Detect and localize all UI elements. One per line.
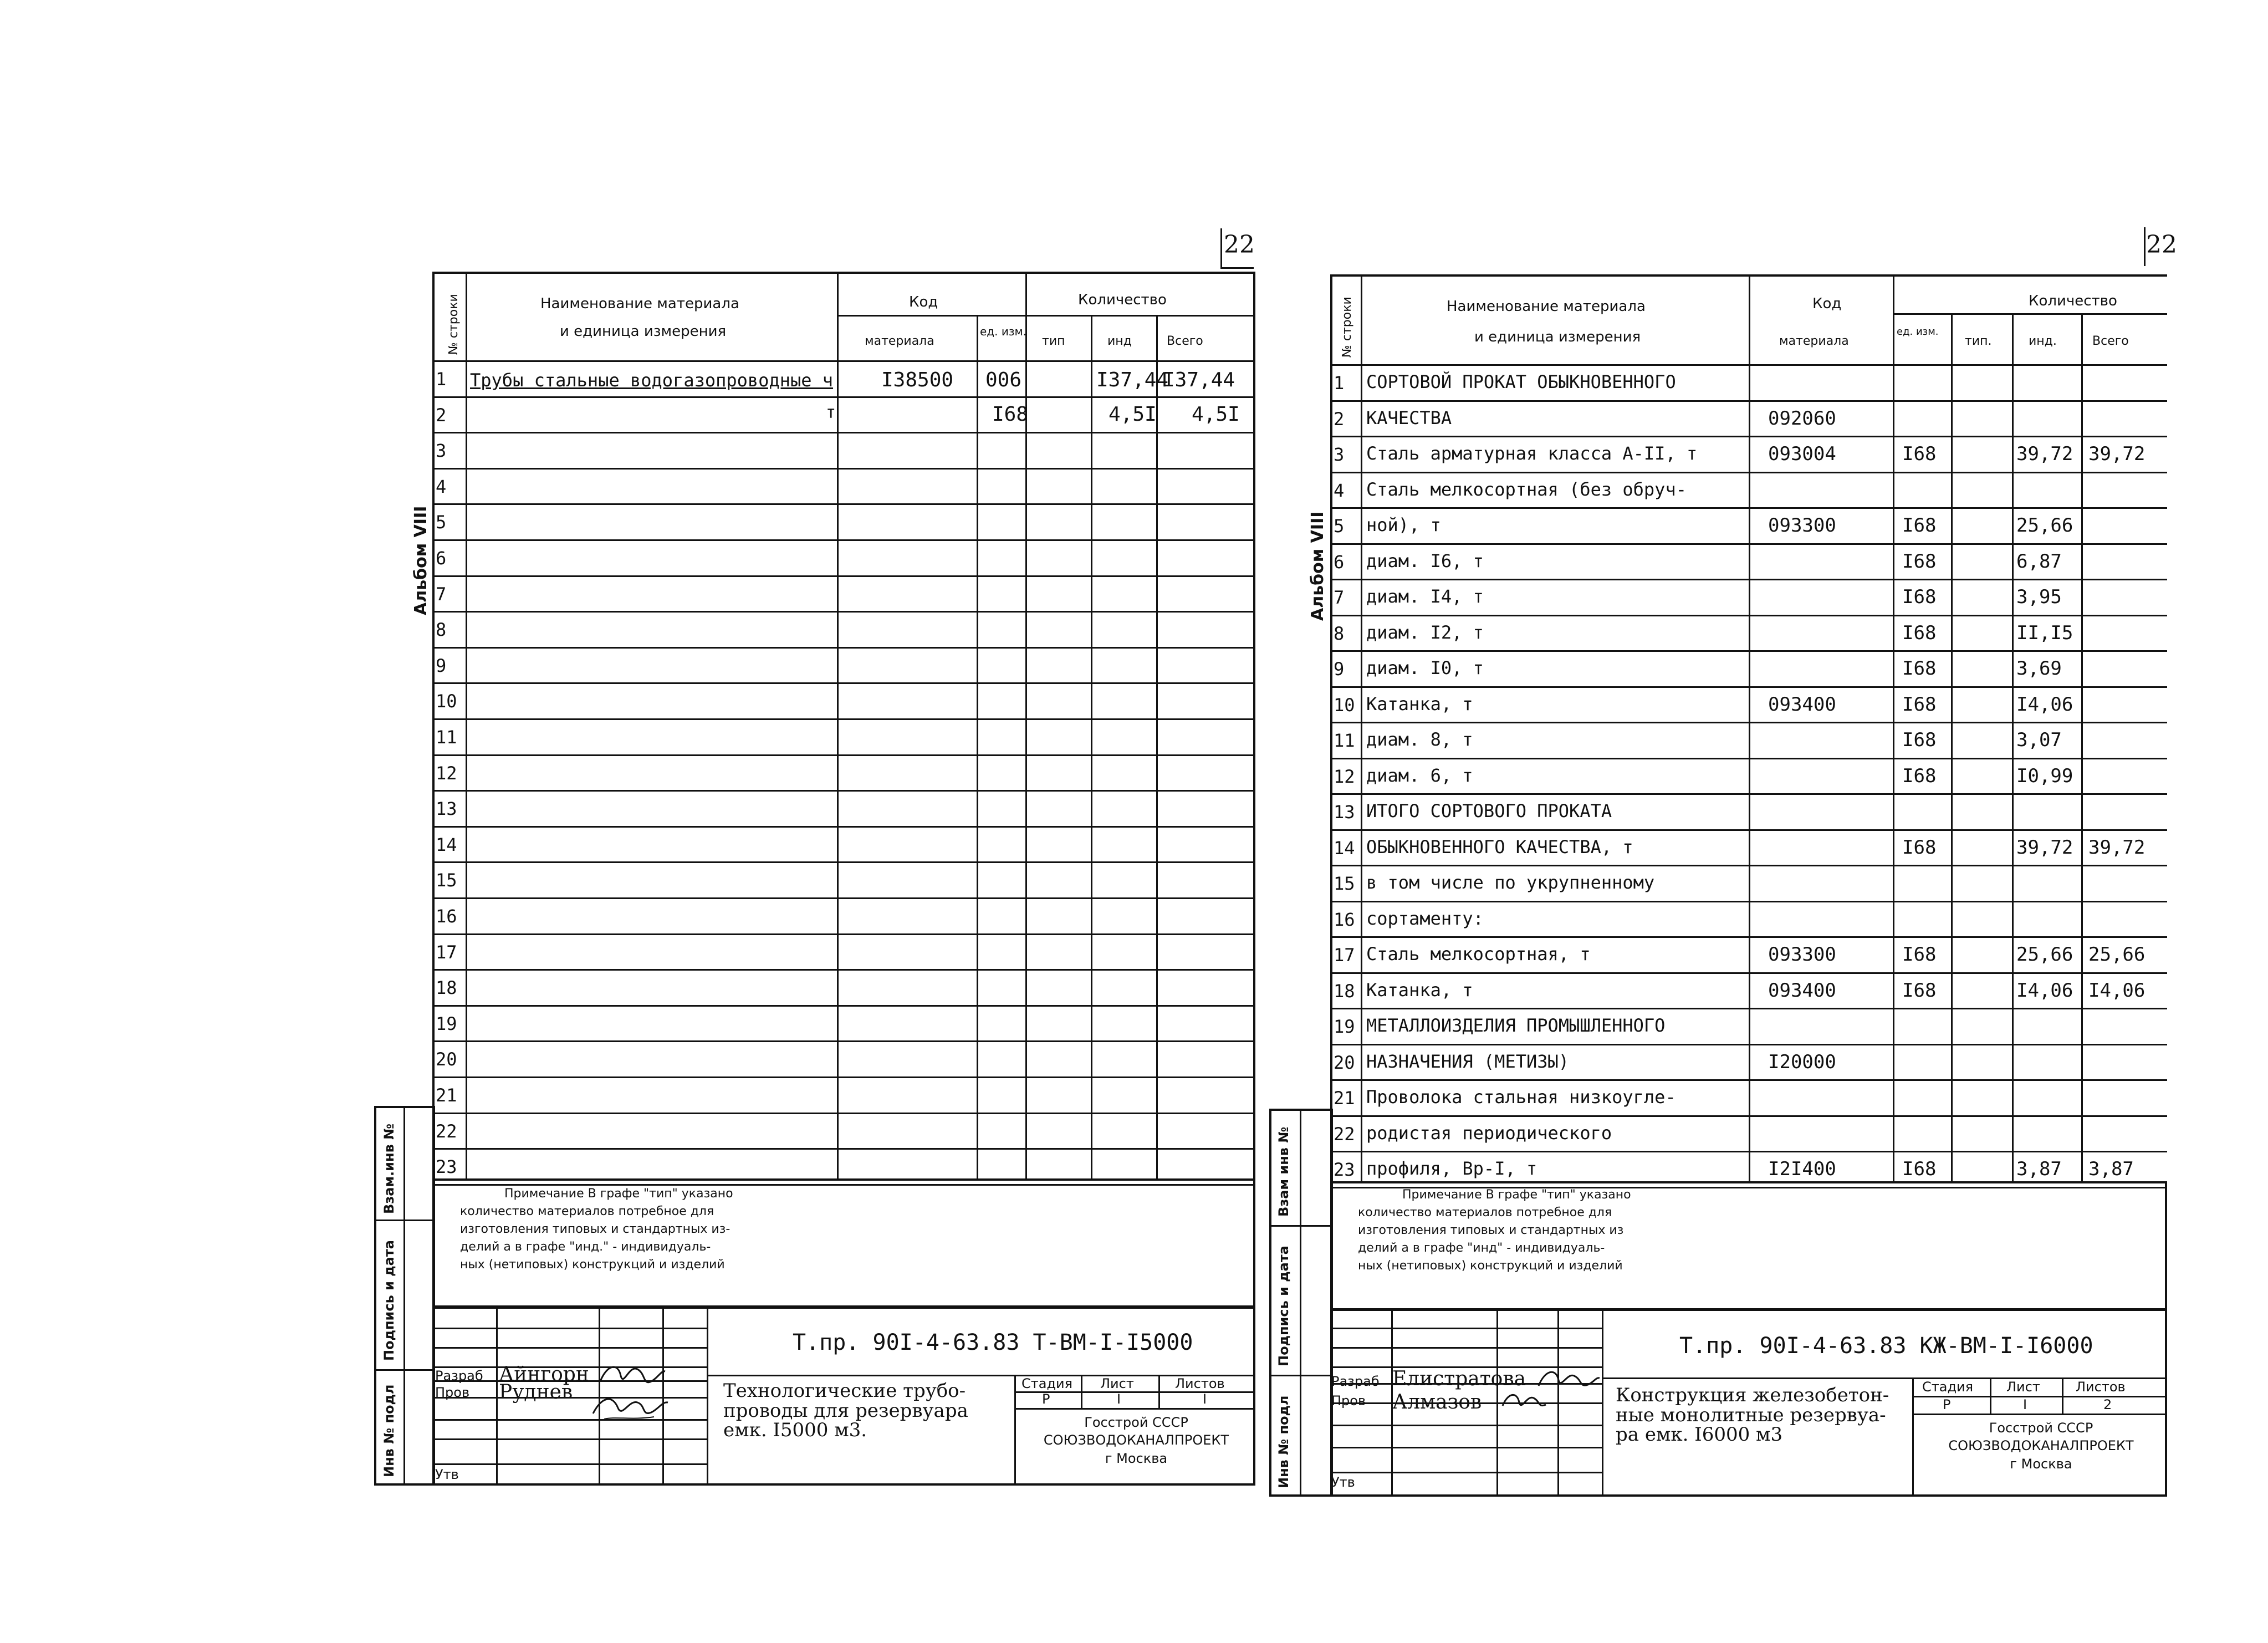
row-number: 5 (1334, 516, 1345, 537)
row-number: 20 (436, 1049, 457, 1070)
row-number: 8 (1334, 623, 1345, 644)
header-code-unit: ед. изм. (1897, 326, 1939, 338)
row-number: 21 (436, 1085, 457, 1106)
right-sheet-label: Лист (2006, 1379, 2040, 1395)
row-divider (1330, 1008, 2167, 1009)
row-number: 10 (1334, 695, 1355, 716)
album-label: Альбом VIII (411, 506, 431, 615)
left-role-dev: Разраб (435, 1368, 483, 1384)
cell-ind: I0,99 (2016, 765, 2073, 787)
right-sheet-value: I (2023, 1397, 2027, 1412)
row-divider (1330, 1151, 2167, 1152)
side-label-sign-date: Подпись и дата (381, 1240, 397, 1361)
cell-name: НАЗНАЧЕНИЯ (МЕТИЗЫ) (1366, 1051, 1570, 1072)
cell-name: профиля, Вр-I, т (1366, 1158, 1537, 1179)
header-q-total: Всего (2092, 334, 2129, 348)
row-number: 11 (436, 727, 457, 748)
header-code-material: материала (865, 334, 934, 348)
right-role-check: Пров (1331, 1393, 1366, 1409)
row-divider (1330, 1079, 2167, 1081)
header-q-ind: инд (1107, 334, 1132, 348)
side-label-sign-date: Подпись и дата (1276, 1246, 1291, 1366)
row-number: 13 (1334, 802, 1355, 823)
cell-code: 093004 (1768, 443, 1836, 465)
row-divider (1330, 615, 2167, 616)
cell-ind: 3,07 (2016, 729, 2062, 751)
cell-unit: I68 (1902, 443, 1937, 465)
row-number: 15 (1334, 873, 1355, 894)
cell-unit: I68 (1902, 622, 1937, 644)
header-q-ind: инд. (2029, 334, 2057, 348)
cell-name: диам. 8, т (1366, 729, 1473, 750)
row-number: 18 (1334, 981, 1355, 1002)
header-name-line1: Наименование материала (540, 295, 739, 312)
row-number: 6 (436, 548, 447, 569)
row-divider (1330, 972, 2167, 974)
cell-code: 093400 (1768, 693, 1836, 716)
right-doc-title: Конструкция железобетон- ные монолитные резервуа- ра емк. I6000 м3 (1616, 1384, 1889, 1446)
row-divider (1330, 758, 2167, 759)
left-row1-ind: I37,44 (1096, 369, 1169, 391)
right-sheets-label: Листов (2076, 1379, 2126, 1395)
right-doc-code: Т.пр. 90I-4-63.83 КЖ-ВМ-I-I6000 (1679, 1333, 2093, 1359)
row-divider (1330, 722, 2167, 723)
row-divider (1330, 543, 2167, 545)
cell-name: диам. I2, т (1366, 622, 1484, 643)
row-divider (1330, 686, 2167, 688)
cell-ind: I4,06 (2016, 693, 2073, 716)
cell-name: ОБЫКНОВЕННОГО КАЧЕСТВА, т (1366, 836, 1633, 858)
row-number: 16 (1334, 909, 1355, 930)
cell-name: диам. I4, т (1366, 586, 1484, 607)
album-label: Альбом VIII (1308, 511, 1327, 621)
cell-total: 39,72 (2088, 836, 2146, 859)
right-note: Примечание В графе "тип" указано количество материалов потребное для изготовления типовых и стандартных из делий а в графе "инд" - индивидуаль- ных (нетиповых) конструкций и изделий (1358, 1188, 1631, 1273)
row-divider (1330, 793, 2167, 795)
page-number: 22 (1224, 231, 1255, 259)
right-name-dev: Елистратова (1392, 1368, 1526, 1390)
row-number: 4 (436, 476, 447, 497)
cell-ind: 25,66 (2016, 514, 2073, 537)
row-number: 9 (1334, 659, 1345, 680)
header-row-no: № строки (447, 294, 461, 355)
cell-name: Сталь арматурная класса А-II, т (1366, 443, 1698, 464)
left-row2-name: т (826, 403, 836, 422)
cell-name: Сталь мелкосортная (без обруч- (1366, 479, 1687, 500)
row-number: 22 (436, 1121, 457, 1142)
cell-total: 3,87 (2088, 1158, 2134, 1180)
row-number: 5 (436, 512, 447, 533)
header-quantity: Количество (2029, 293, 2117, 309)
cell-name: Катанка, т (1366, 693, 1473, 715)
left-sheet-value: I (1117, 1391, 1121, 1407)
cell-code: 093400 (1768, 979, 1836, 1002)
header-code: Код (909, 294, 938, 310)
header-quantity: Количество (1078, 292, 1167, 308)
cell-unit: I68 (1902, 943, 1937, 966)
header-q-type: тип. (1965, 334, 1992, 348)
cell-name: Катанка, т (1366, 979, 1473, 1001)
row-number: 8 (436, 619, 447, 640)
right-role-approve: Утв (1331, 1474, 1355, 1490)
cell-ind: 3,95 (2016, 586, 2062, 608)
side-label-replace: Взам инв № (1276, 1126, 1291, 1217)
cell-code: 093300 (1768, 514, 1836, 537)
row-number: 13 (436, 798, 457, 819)
cell-unit: I68 (1902, 979, 1937, 1002)
right-organization: Госстрой СССР СОЮЗВОДОКАНАЛПРОЕКТ г Москва (1948, 1420, 2134, 1472)
header-code: Код (1812, 295, 1842, 312)
cell-name: диам. I0, т (1366, 657, 1484, 678)
row-number: 12 (436, 763, 457, 784)
cell-name: родистая периодического (1366, 1122, 1612, 1144)
row-divider (1330, 400, 2167, 402)
row-divider (1330, 1115, 2167, 1117)
left-sheet-label: Лист (1100, 1376, 1134, 1391)
left-row1-code: I38500 (881, 369, 954, 391)
left-row2-total: 4,5I (1192, 403, 1240, 426)
left-sheets-value: I (1203, 1391, 1207, 1407)
left-name-check: Руднев (499, 1381, 573, 1404)
left-row1-unit: 006 (985, 369, 1022, 391)
row-divider (1330, 901, 2167, 902)
cell-name: ной), т (1366, 514, 1441, 535)
cell-name: Проволока стальная низкоугле- (1366, 1086, 1676, 1108)
row-number: 23 (1334, 1159, 1355, 1180)
cell-unit: I68 (1902, 836, 1937, 859)
side-label-inv: Инв № подл (381, 1384, 397, 1477)
row-number: 3 (436, 440, 447, 461)
cell-ind: 6,87 (2016, 550, 2062, 573)
left-name-dev: Айнгорн (499, 1363, 589, 1386)
left-doc-code: Т.пр. 90I-4-63.83 Т-ВМ-I-I5000 (793, 1330, 1193, 1355)
cell-ind: 25,66 (2016, 943, 2073, 966)
cell-ind: I4,06 (2016, 979, 2073, 1002)
cell-name: в том числе по укрупненному (1366, 872, 1655, 893)
header-row-no: № строки (1340, 297, 1354, 358)
row-number: 6 (1334, 552, 1345, 573)
row-number: 20 (1334, 1052, 1355, 1073)
right-stage-value: Р (1943, 1397, 1951, 1412)
cell-code: I20000 (1768, 1051, 1836, 1073)
header-q-total: Всего (1167, 334, 1203, 348)
row-divider (1330, 650, 2167, 652)
cell-unit: I68 (1902, 550, 1937, 573)
row-divider (1330, 472, 2167, 473)
cell-code: 092060 (1768, 407, 1836, 430)
row-number: 15 (436, 870, 457, 891)
left-organization: Госстрой СССР СОЮЗВОДОКАНАЛПРОЕКТ г Москва (1043, 1415, 1229, 1466)
cell-ind: II,I5 (2016, 622, 2073, 644)
row-number: 2 (436, 405, 447, 426)
left-role-check: Пров (435, 1385, 470, 1400)
left-sheets-label: Листов (1175, 1376, 1225, 1391)
left-row1-total: I37,44 (1163, 369, 1235, 391)
row-number: 19 (436, 1013, 457, 1034)
row-number: 18 (436, 977, 457, 998)
row-number: 9 (436, 655, 447, 676)
left-stage-value: Р (1042, 1391, 1050, 1407)
row-number: 22 (1334, 1124, 1355, 1145)
right-role-dev: Разраб (1331, 1374, 1380, 1389)
right-stage-label: Стадия (1922, 1379, 1974, 1395)
cell-unit: I68 (1902, 1158, 1937, 1180)
row-number: 21 (1334, 1088, 1355, 1109)
cell-ind: 39,72 (2016, 443, 2073, 465)
row-number: 1 (1334, 373, 1345, 394)
side-label-replace: Взам.инв № (381, 1124, 397, 1214)
header-code-material: материала (1779, 334, 1849, 348)
page-number-right: 22 (2146, 231, 2177, 259)
cell-code: 093300 (1768, 943, 1836, 966)
row-number: 16 (436, 906, 457, 927)
row-number: 1 (436, 369, 447, 390)
cell-unit: I68 (1902, 765, 1937, 787)
side-label-inv: Инв № подл (1276, 1395, 1291, 1488)
right-signature-2 (1499, 1386, 1549, 1414)
row-divider (1330, 579, 2167, 580)
cell-unit: I68 (1902, 586, 1937, 608)
row-divider (1330, 1044, 2167, 1045)
row-number: 4 (1334, 480, 1345, 501)
cell-name: сортаменту: (1366, 908, 1484, 929)
cell-total: 25,66 (2088, 943, 2146, 966)
left-row2-ind: 4,5I (1109, 403, 1157, 426)
left-row2-unit: I68 (992, 403, 1029, 426)
row-number: 2 (1334, 409, 1345, 430)
cell-name: Сталь мелкосортная, т (1366, 943, 1591, 965)
left-note: Примечание В графе "тип" указано количество материалов потребное для изготовления типовых и стандартных из- делий а в графе "инд." - индивидуаль- ных (нетиповых) конструкций и изделий (460, 1187, 733, 1272)
row-divider (1330, 507, 2167, 509)
row-number: 14 (1334, 838, 1355, 859)
cell-unit: I68 (1902, 657, 1937, 680)
cell-total: I4,06 (2088, 979, 2146, 1002)
cell-name: КАЧЕСТВА (1366, 407, 1452, 428)
cell-unit: I68 (1902, 729, 1937, 751)
row-divider (1330, 865, 2167, 866)
left-stage-label: Стадия (1021, 1376, 1073, 1391)
row-number: 14 (436, 834, 457, 855)
row-number: 3 (1334, 444, 1345, 465)
left-doc-title: Технологические трубо- проводы для резервуара емк. I5000 м3. (723, 1380, 968, 1442)
cell-name: МЕТАЛЛОИЗДЕЛИЯ ПРОМЫШЛЕННОГО (1366, 1015, 1666, 1036)
header-name-line2: и единица измерения (560, 323, 727, 340)
cell-unit: I68 (1902, 693, 1937, 716)
header-code-unit: ед. изм. (980, 325, 1026, 338)
left-role-approve: Утв (435, 1467, 459, 1482)
row-divider (1330, 936, 2167, 938)
cell-name: диам. I6, т (1366, 550, 1484, 572)
cell-name: ИТОГО СОРТОВОГО ПРОКАТА (1366, 800, 1612, 822)
row-number: 19 (1334, 1016, 1355, 1037)
cell-ind: 3,87 (2016, 1158, 2062, 1180)
cell-unit: I68 (1902, 514, 1937, 537)
row-divider (1330, 829, 2167, 831)
header-name-line2: и единица измерения (1474, 329, 1641, 345)
right-name-check: Алмазов (1392, 1391, 1482, 1414)
cell-code: I2I400 (1768, 1158, 1836, 1180)
row-number: 12 (1334, 766, 1355, 787)
header-q-type: тип (1042, 334, 1065, 348)
row-number: 17 (436, 942, 457, 963)
cell-ind: 3,69 (2016, 657, 2062, 680)
row-number: 7 (1334, 587, 1345, 608)
right-sheets-value: 2 (2103, 1397, 2112, 1412)
cell-ind: 39,72 (2016, 836, 2073, 859)
row-number: 17 (1334, 945, 1355, 966)
left-row1-name: Трубы стальные водогазопроводные ч (470, 370, 834, 391)
row-number: 23 (436, 1156, 457, 1177)
row-divider (1330, 436, 2167, 437)
row-number: 10 (436, 691, 457, 712)
cell-name: диам. 6, т (1366, 765, 1473, 786)
row-number: 7 (436, 584, 447, 605)
row-number: 11 (1334, 730, 1355, 751)
cell-name: СОРТОВОЙ ПРОКАТ ОБЫКНОВЕННОГО (1366, 371, 1676, 392)
header-name-line1: Наименование материала (1447, 298, 1646, 315)
cell-total: 39,72 (2088, 443, 2146, 465)
